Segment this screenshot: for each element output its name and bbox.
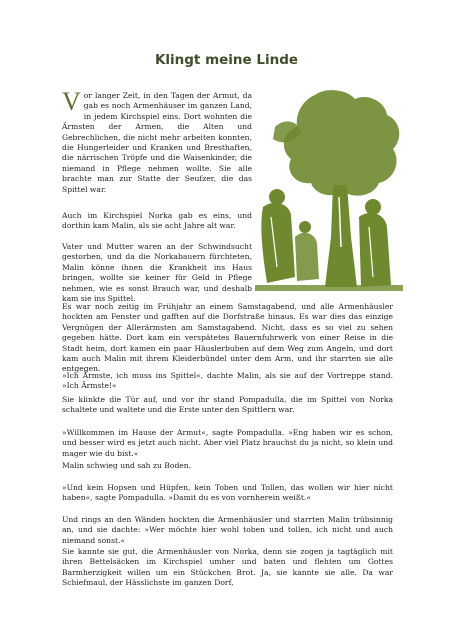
paragraph-5: »Ich Ärmste, ich muss ins Spittel«, dachte Malin, als sie auf der Vortreppe stand. »Ich Ärmste!« [62, 371, 393, 391]
paragraph-7: »Willkommen im Hause der Armut«, sagte Pompadulla. »Eng haben wir es schon, und besser wird es jetzt auch nicht. Aber viel Platz brauchst du ja nicht, so klein und mager wie du bist.« [62, 428, 393, 458]
paragraph-6: Sie klinkte die Tür auf, und vor ihr stand Pompadulla, die im Spittel von Norka schaltete und waltete und die Erste unter den Spittlern war. [62, 395, 393, 415]
paragraph-3: Vater und Mutter waren an der Schwindsucht gestorben, und da die Norkabauern fürchteten, Malin könne ihnen die Krankheit ins Haus bringen, wollte sie keiner für Geld in Pflege nehmen, wie es sonst Brauch war, und deshalb kam sie ins Spittel. [62, 242, 252, 304]
drop-cap: V [62, 87, 81, 116]
paragraph-1 [62, 87, 252, 195]
paragraph-1-text: or langer Zeit, in den Tagen der Armut, da gab es noch Armenhäuser im ganzen Land, in jedem Kirchspiel eins. Dort wohnten die Ärmsten der Armen, die Alten und Gebrechlichen, die nicht mehr arbeiten konnten, die Hungerleider und Kranken und Bresthaften, die närrischen Tröpfe und die Waisenkinder, die niemand in Pflege nehmen wollte. Sie alle brachte man zur Statte der Seufzer, die das Spittel war. [62, 91, 252, 194]
paragraph-4: Es war noch zeitig im Frühjahr an einem Samstagabend, und alle Armenhäusler hockten am Fenster und gafften auf die Dorfstraße hinaus. Es war dies das einzige Vergnügen der Allerärmsten am Samstagabend. Nicht, dass es so viel zu sehen gegeben hätte. Dort kam ein verspätetes Bauernfuhrwerk von einer Reise in die Stadt heim, dort kamen ein paar Häuslerbuben auf dem Weg zum Angeln, und dort kam auch Malin mit ihrem Kleiderbündel unter dem Arm, und ihr starrten sie alle entgegen. [62, 302, 393, 374]
paragraph-2: Auch im Kirchspiel Norka gab es eins, und dorthin kam Malin, als sie acht Jahre alt war. [62, 211, 252, 231]
page-title: Klingt meine Linde [154, 52, 299, 68]
paragraph-10: Und rings an den Wänden hockten die Armenhäusler und starrten Malin trübsinnig an, und sie dachte: »Wer möchte hier wohl toben und tollen, ich nicht und auch niemand sonst.« [62, 515, 393, 545]
paragraph-8: Malin schwieg und sah zu Boden. [62, 461, 192, 470]
paragraph-11: Sie kannte sie gut, die Armenhäusler von Norka, denn sie zogen ja tagtäglich mit ihren Bettelsäcken im Kirchspiel umher und baten und flehten um Gottes Barmherzigkeit willen um ein Stückchen Brot. Ja, sie kannte sie alle. Da war Schiefmaul, der Hässlichste im ganzen Dorf, [62, 547, 393, 588]
linden-tree-woodcut-icon [255, 87, 403, 295]
paragraph-9: »Und kein Hopsen und Hüpfen, kein Toben und Tollen, das wollen wir hier nicht haben«, sagte Pompadulla. »Damit du es von vornherein weißt.« [62, 483, 393, 503]
